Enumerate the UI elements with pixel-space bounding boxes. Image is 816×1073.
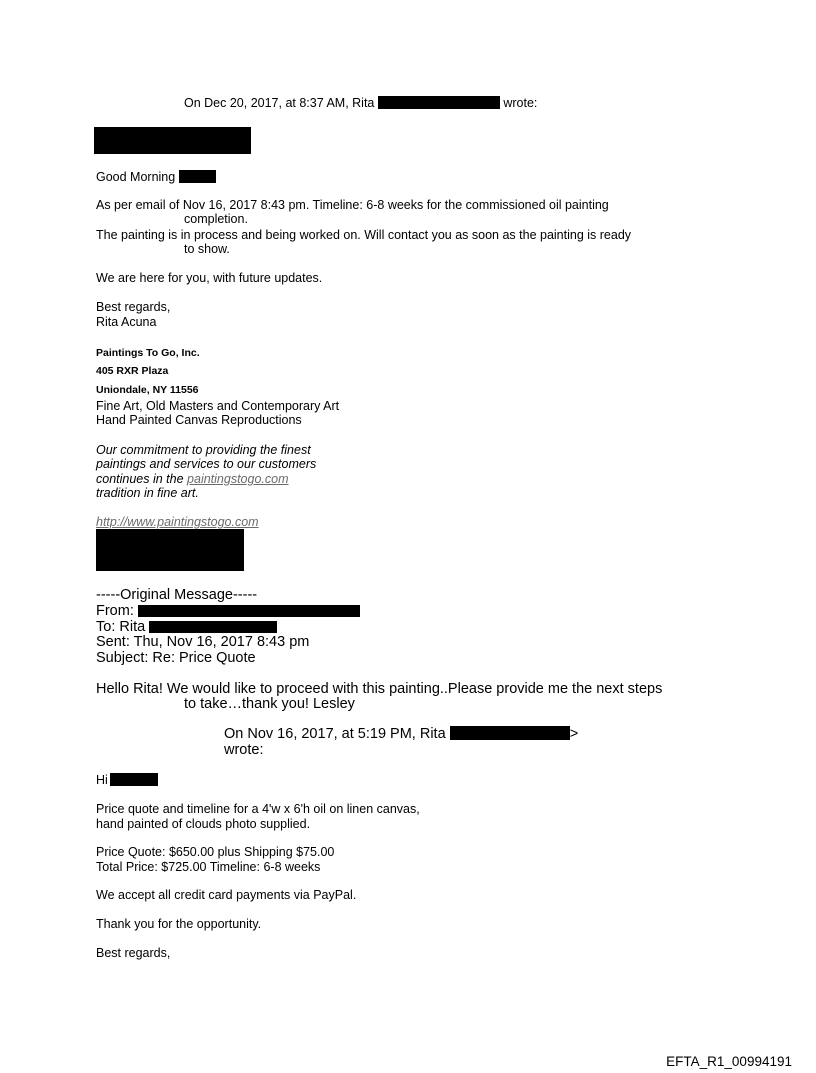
quote-hi-line [96, 773, 158, 788]
quote-header-gt: > [569, 726, 579, 742]
reply-closing: Best regards, [96, 300, 171, 314]
reply-para2-line2: to show. [184, 242, 230, 256]
redaction-box [179, 170, 216, 183]
redaction-block [96, 529, 244, 571]
reply-signer: Rita Acuna [96, 315, 157, 329]
quote-header-prefix: On Nov 16, 2017, at 5:19 PM, Rita [224, 726, 446, 742]
sig-address2: Uniondale, NY 11556 [96, 384, 199, 396]
quote-header-line2: wrote: [224, 742, 264, 758]
quote-total: Total Price: $725.00 Timeline: 6-8 weeks [96, 860, 321, 874]
quote-line2: hand painted of clouds photo supplied. [96, 817, 311, 831]
sig-commit3-link[interactable]: paintingstogo.com [187, 472, 289, 486]
bates-number: EFTA_R1_00994191 [666, 1054, 792, 1069]
original-body-line2: to take…thank you! Lesley [184, 696, 355, 712]
sig-company: Paintings To Go, Inc. [96, 347, 200, 359]
quote-paypal: We accept all credit card payments via PayPal. [96, 888, 357, 902]
redaction-box [149, 621, 277, 633]
quote-hi: Hi [96, 773, 108, 787]
original-to [96, 619, 277, 635]
forward-header [184, 96, 537, 111]
greeting-line [96, 170, 216, 185]
reply-para2-line1: The painting is in process and being worked on. Will contact you as soon as the painting is ready [96, 228, 632, 242]
sig-address1: 405 RXR Plaza [96, 365, 169, 377]
original-subject: Subject: Re: Price Quote [96, 650, 256, 666]
forward-header-suffix: wrote: [503, 96, 538, 110]
forward-header-prefix: On Dec 20, 2017, at 8:37 AM, Rita [184, 96, 375, 110]
sig-tagline2: Hand Painted Canvas Reproductions [96, 413, 302, 427]
original-body-line1: Hello Rita! We would like to proceed with this painting..Please provide me the next steps [96, 681, 663, 697]
sig-commit4: tradition in fine art. [96, 486, 199, 500]
quote-header-line1 [224, 726, 578, 742]
redaction-box [138, 605, 360, 617]
original-sent: Sent: Thu, Nov 16, 2017 8:43 pm [96, 634, 310, 650]
reply-para1-line2: completion. [184, 212, 248, 226]
sig-commit1: Our commitment to providing the finest [96, 443, 311, 457]
reply-para3: We are here for you, with future updates. [96, 271, 323, 285]
quote-price: Price Quote: $650.00 plus Shipping $75.00 [96, 845, 335, 859]
sig-commit2: paintings and services to our customers [96, 457, 317, 471]
sig-commit3-prefix: continues in the [96, 472, 184, 486]
quote-closing: Best regards, [96, 946, 171, 960]
sig-tagline1: Fine Art, Old Masters and Contemporary Art [96, 399, 340, 413]
greeting-text: Good Morning [96, 170, 176, 184]
redaction-box [378, 96, 500, 109]
reply-para1-line1: As per email of Nov 16, 2017 8:43 pm. Timeline: 6-8 weeks for the commissioned oil painting [96, 198, 609, 212]
sig-website-link[interactable]: http://www.paintingstogo.com [96, 515, 259, 529]
original-header: -----Original Message----- [96, 587, 258, 603]
original-from-label: From: [96, 603, 134, 619]
original-to-label: To: Rita [96, 619, 146, 635]
redaction-box [450, 726, 570, 740]
quote-thanks: Thank you for the opportunity. [96, 917, 262, 931]
redaction-box [110, 773, 158, 786]
quote-line1: Price quote and timeline for a 4'w x 6'h oil on linen canvas, [96, 802, 420, 816]
original-from [96, 603, 360, 619]
redaction-block [94, 127, 251, 154]
sig-commit3 [96, 472, 289, 487]
